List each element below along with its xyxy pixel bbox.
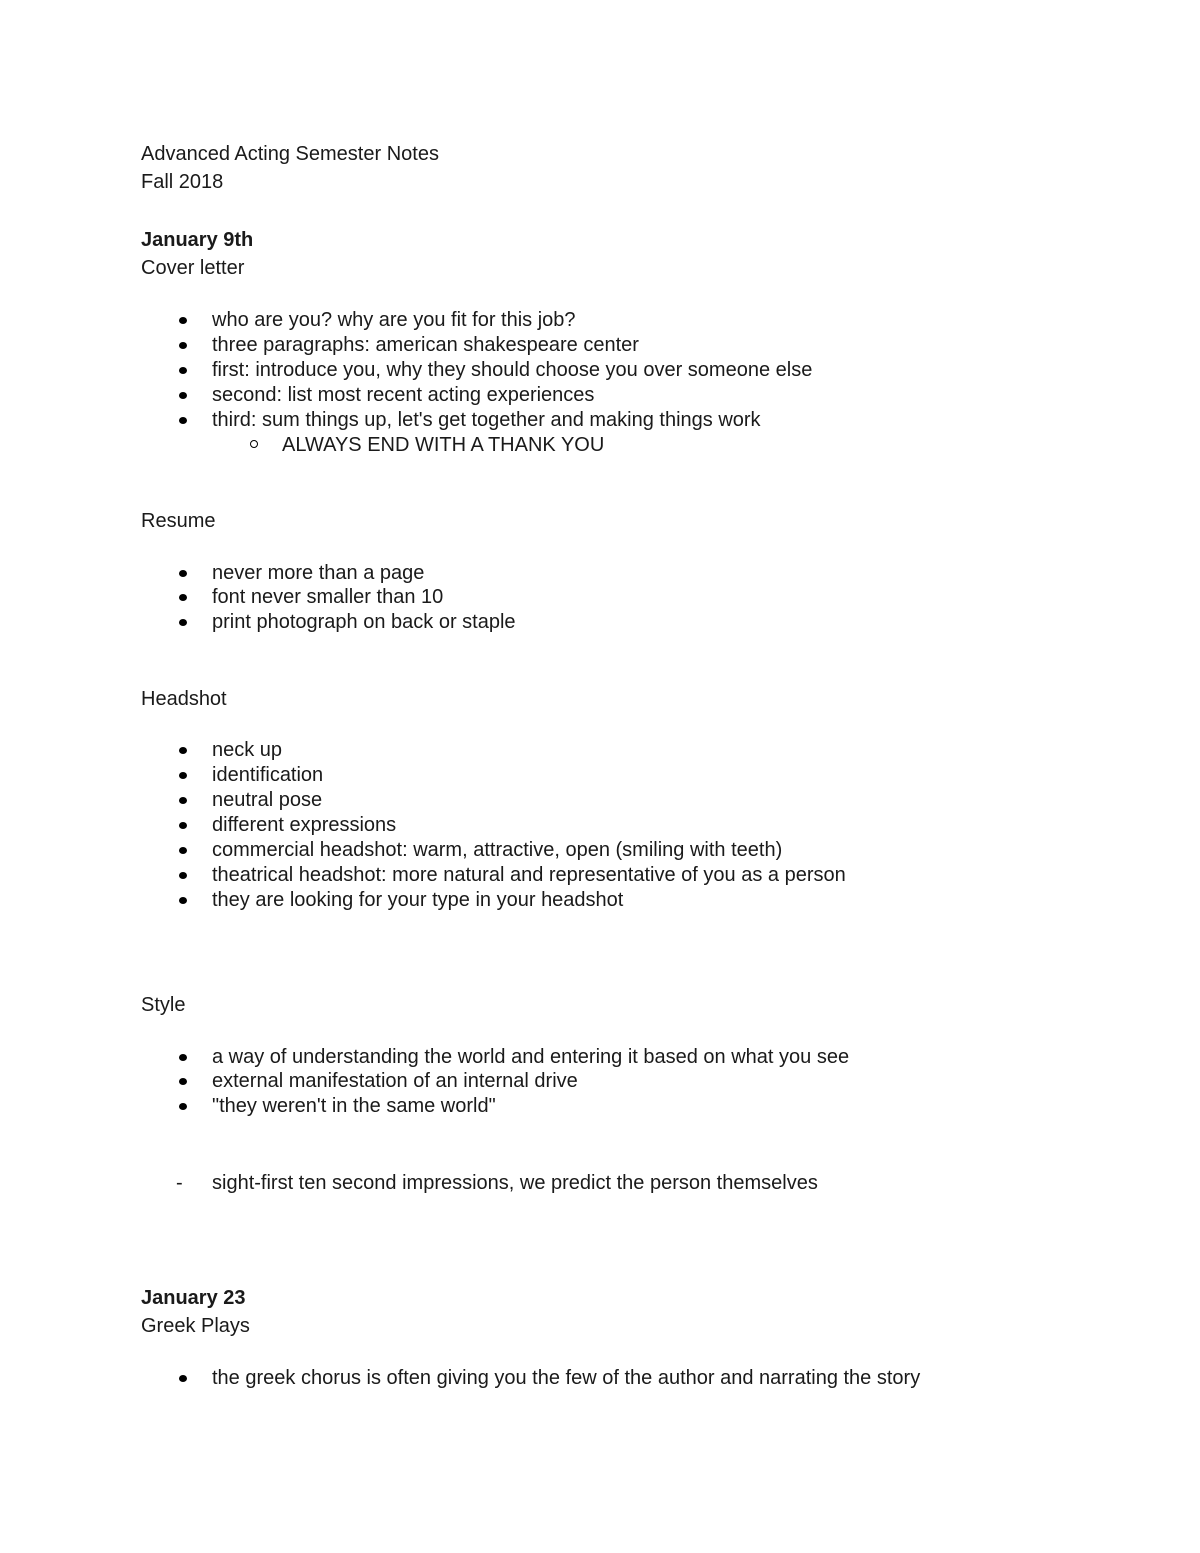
bullet-icon — [179, 417, 187, 424]
sub-list-item: ALWAYS END WITH A THANK YOU — [282, 434, 605, 456]
list-item: second: list most recent acting experiences — [212, 384, 595, 406]
list-item: commercial headshot: warm, attractive, open (smiling with teeth) — [212, 839, 783, 861]
bullet-icon — [179, 392, 187, 399]
list-item: never more than a page — [212, 562, 425, 584]
list-item: "they weren't in the same world" — [212, 1095, 496, 1117]
bullet-icon — [179, 1375, 187, 1382]
document-title: Advanced Acting Semester Notes — [141, 143, 439, 165]
list-item: neutral pose — [212, 789, 323, 811]
dash-list-item: sight-first ten second impressions, we predict the person themselves — [212, 1172, 818, 1194]
section-heading-headshot: Headshot — [141, 688, 227, 710]
list-item: third: sum things up, let's get together and making things work — [212, 409, 761, 431]
list-item: a way of understanding the world and entering it based on what you see — [212, 1046, 850, 1068]
list-item: three paragraphs: american shakespeare center — [212, 334, 639, 356]
bullet-icon — [179, 1054, 187, 1061]
list-item: neck up — [212, 739, 283, 761]
bullet-icon — [179, 747, 187, 754]
list-item: different expressions — [212, 814, 397, 836]
bullet-icon — [179, 872, 187, 879]
list-item: first: introduce you, why they should choose you over someone else — [212, 359, 813, 381]
bullet-icon — [179, 619, 187, 626]
document-term: Fall 2018 — [141, 171, 224, 193]
list-item: they are looking for your type in your headshot — [212, 889, 624, 911]
list-item: identification — [212, 764, 324, 786]
section-heading-resume: Resume — [141, 510, 216, 532]
date-heading-jan23: January 23 — [141, 1287, 246, 1309]
bullet-icon — [179, 342, 187, 349]
section-heading-cover-letter: Cover letter — [141, 257, 245, 279]
bullet-icon — [179, 594, 187, 601]
bullet-icon — [179, 847, 187, 854]
bullet-icon — [179, 1103, 187, 1110]
bullet-icon — [179, 822, 187, 829]
bullet-icon — [179, 797, 187, 804]
hollow-bullet-icon — [250, 440, 258, 448]
list-item: font never smaller than 10 — [212, 586, 444, 608]
list-item: the greek chorus is often giving you the few of the author and narrating the story — [212, 1367, 921, 1389]
section-heading-greek-plays: Greek Plays — [141, 1315, 250, 1337]
list-item: external manifestation of an internal drive — [212, 1070, 578, 1092]
list-item: who are you? why are you fit for this job? — [212, 309, 576, 331]
section-heading-style: Style — [141, 994, 186, 1016]
date-heading-jan9: January 9th — [141, 229, 254, 251]
bullet-icon — [179, 367, 187, 374]
bullet-icon — [179, 317, 187, 324]
bullet-icon — [179, 1078, 187, 1085]
list-item: theatrical headshot: more natural and representative of you as a person — [212, 864, 846, 886]
dash-icon: - — [176, 1172, 183, 1194]
bullet-icon — [179, 897, 187, 904]
bullet-icon — [179, 570, 187, 577]
list-item: print photograph on back or staple — [212, 611, 516, 633]
bullet-icon — [179, 772, 187, 779]
